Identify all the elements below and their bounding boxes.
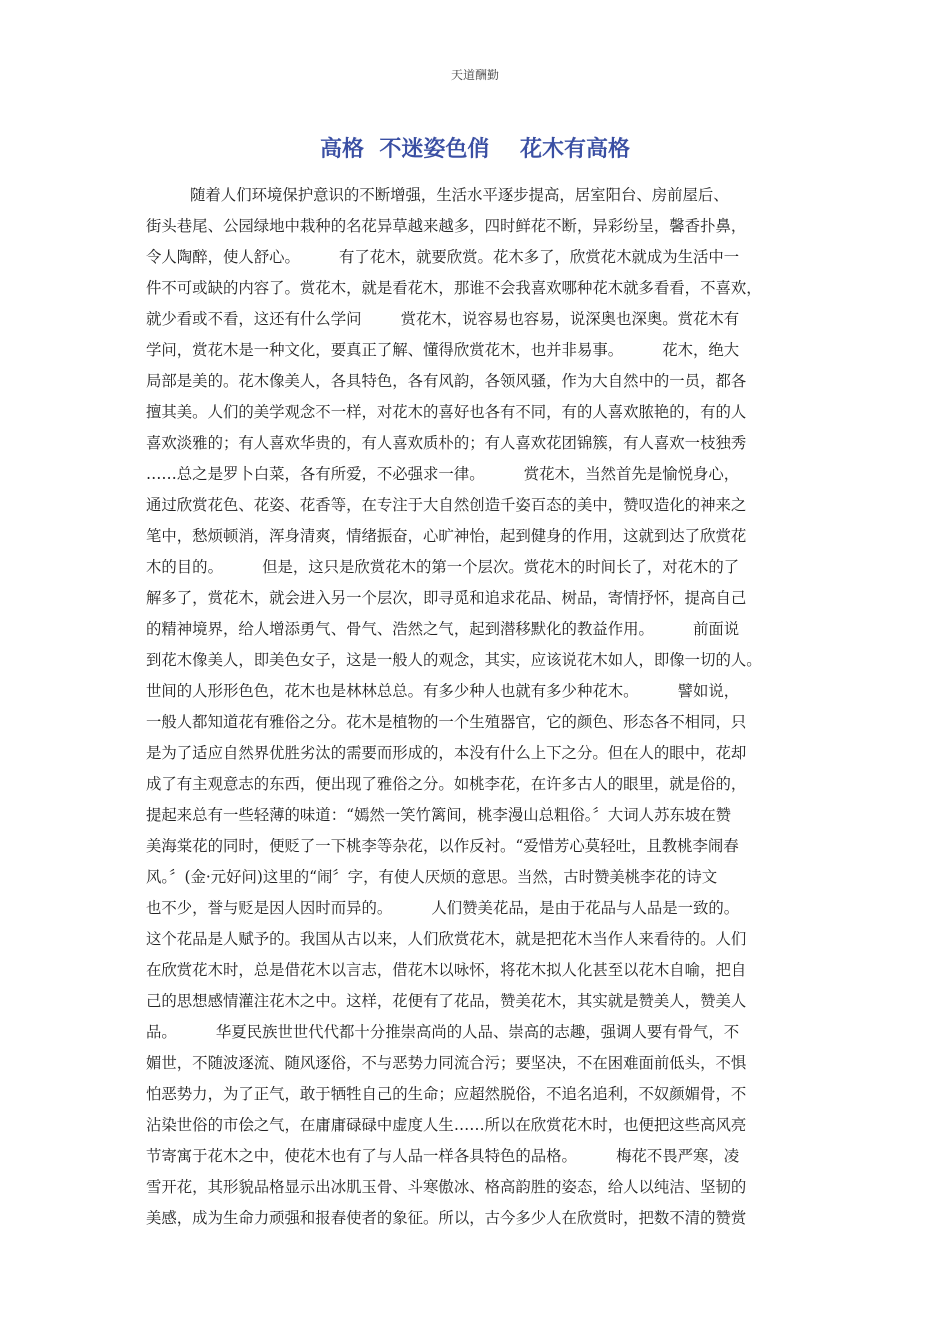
- text-line: 的精神境界，给人增添勇气、骨气、浩然之气，起到潜移默化的教益作用。 前面说: [146, 620, 740, 638]
- page-header: 天道酬勤: [450, 68, 499, 82]
- text-line: 学问，赏花木是一种文化，要真正了解、懂得欣赏花木，也并非易事。 花木，绝大: [146, 341, 740, 359]
- text-line: 就少看或不看，这还有什么学问 赏花木，说容易也容易，说深奥也深奥。赏花木有: [146, 310, 740, 328]
- text-line: 令人陶醉，使人舒心。 有了花木，就要欣赏。花木多了，欣赏花木就成为生活中一: [146, 248, 740, 266]
- text-line: 到花木像美人，即美色女子，这是一般人的观念，其实，应该说花木如人，即像一切的人。: [146, 651, 762, 669]
- text-line: 己的思想感情灌注花木之中。这样，花便有了花品，赞美花木，其实就是赞美人，赞美人: [146, 992, 747, 1010]
- text-line: 在欣赏花木时，总是借花木以言志，借花木以咏怀，将花木拟人化甚至以花木自喻，把自: [146, 961, 747, 979]
- text-line: 节寄寓于花木之中，使花木也有了与人品一样各具特色的品格。 梅花不畏严寒，凌: [146, 1147, 740, 1165]
- text-line: 一般人都知道花有雅俗之分。花木是植物的一个生殖器官，它的颜色、形态各不相同，只: [146, 713, 747, 731]
- text-line: 街头巷尾、公园绿地中栽种的名花异草越来越多，四时鲜花不断，异彩纷呈，馨香扑鼻，: [146, 217, 747, 235]
- text-line: 美海棠花的同时，便贬了一下桃李等杂花，以作反衬。“爱惜芳心莫轻吐，且教桃李闹春: [146, 837, 739, 855]
- text-line: 提起来总有一些轻薄的味道：“嫣然一笑竹篱间，桃李漫山总粗俗。〞大词人苏东坡在赞: [146, 806, 732, 824]
- text-line: 风。〞(金·元好问)这里的“闹〞字，有使人厌烦的意思。当然，古时赞美桃李花的诗文: [146, 868, 718, 886]
- text-line: 笔中，愁烦顿消，浑身清爽，情绪振奋，心旷神怡，起到健身的作用，这就到达了欣赏花: [146, 527, 747, 545]
- article-body: [146, 180, 814, 1234]
- text-line: 也不少，誉与贬是因人因时而异的。 人们赞美花品，是由于花品与人品是一致的。: [146, 899, 740, 917]
- text-line: 成了有主观意志的东西，便出现了雅俗之分。如桃李花，在许多古人的眼里，就是俗的，: [146, 775, 747, 793]
- text-line: 是为了适应自然界优胜劣汰的需要而形成的，本没有什么上下之分。但在人的眼中，花却: [146, 744, 747, 762]
- text-line: 件不可或缺的内容了。赏花木，就是看花木，那谁不会我喜欢哪种花木就多看看，不喜欢，: [146, 279, 762, 297]
- document-title: 高格 不迷姿色俏 花木有高格: [320, 137, 630, 162]
- text-line: ……总之是罗卜白菜，各有所爱，不必强求一律。 赏花木，当然首先是愉悦身心，: [146, 465, 740, 483]
- text-line: 沾染世俗的市侩之气，在庸庸碌碌中虚度人生……所以在欣赏花木时，也便把这些高风亮: [146, 1116, 747, 1134]
- text-line: 世间的人形形色色，花木也是林林总总。有多少种人也就有多少种花木。 譬如说，: [146, 682, 740, 700]
- text-line: 怕恶势力，为了正气，敢于牺牲自己的生命；应超然脱俗，不追名追利，不奴颜媚骨，不: [146, 1085, 747, 1103]
- text-line: 品。 华夏民族世世代代都十分推崇高尚的人品、崇高的志趣，强调人要有骨气，不: [146, 1023, 740, 1041]
- text-line: 这个花品是人赋予的。我国从古以来，人们欣赏花木，就是把花木当作人来看待的。人们: [146, 930, 747, 948]
- text-line: 通过欣赏花色、花姿、花香等，在专注于大自然创造千姿百态的美中，赞叹造化的神来之: [146, 496, 747, 514]
- text-line: 喜欢淡雅的；有人喜欢华贵的，有人喜欢质朴的；有人喜欢花团锦簇，有人喜欢一枝独秀: [146, 434, 747, 452]
- text-line: 木的目的。 但是，这只是欣赏花木的第一个层次。赏花木的时间长了，对花木的了: [146, 558, 740, 576]
- text-line: 擅其美。人们的美学观念不一样，对花木的喜好也各有不同，有的人喜欢脓艳的，有的人: [146, 403, 747, 421]
- text-line: 雪开花，其形貌品格显示出冰肌玉骨、斗寒傲冰、格高韵胜的姿态，给人以纯洁、坚韧的: [146, 1178, 747, 1196]
- text-line: 媚世，不随波逐流、随风逐俗，不与恶势力同流合污；要坚决，不在困难面前低头，不惧: [146, 1054, 747, 1072]
- text-line: 美感，成为生命力顽强和报春使者的象征。所以，古今多少人在欣赏时，把数不清的赞赏: [146, 1209, 747, 1227]
- text-line: 局部是美的。花木像美人，各具特色，各有风韵，各领风骚，作为大自然中的一员，都各: [146, 372, 747, 390]
- text-line: 随着人们环境保护意识的不断增强，生活水平逐步提高，居室阳台、房前屋后、: [146, 186, 729, 204]
- text-line: 解多了，赏花木，就会进入另一个层次，即寻觅和追求花品、树品，寄情抒怀，提高自己: [146, 589, 747, 607]
